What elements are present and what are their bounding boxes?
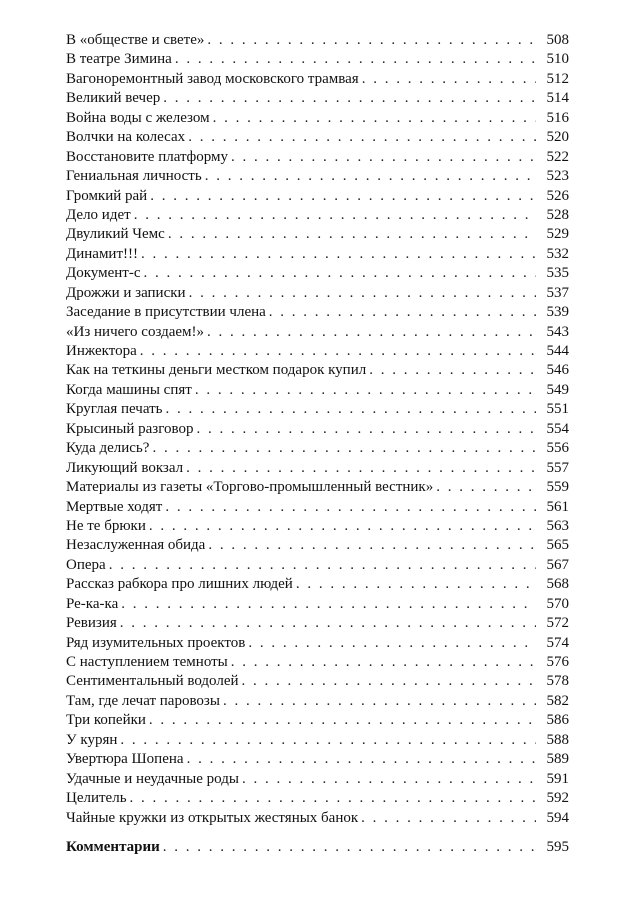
toc-entry-page: 568 <box>536 575 569 594</box>
dot-leader <box>130 789 536 808</box>
toc-entry[interactable] <box>66 692 569 711</box>
toc-entry[interactable] <box>66 672 569 691</box>
dot-leader <box>175 50 536 69</box>
toc-entry-page: 582 <box>536 692 569 711</box>
toc-entry-page: 557 <box>536 459 569 478</box>
dot-leader <box>165 498 536 517</box>
dot-leader <box>140 342 536 361</box>
toc-entry-page: 563 <box>536 517 569 536</box>
toc-entry-title: Крысиный разговор <box>66 420 194 437</box>
toc-entry-page: 561 <box>536 498 569 517</box>
toc-entry-page: 543 <box>536 323 569 342</box>
toc-entry-title: Сентиментальный водолей <box>66 673 239 690</box>
toc-entry-title: Инжектора <box>66 343 137 359</box>
toc-entry[interactable] <box>66 303 569 322</box>
toc-entry[interactable] <box>66 50 569 69</box>
dot-leader <box>361 809 536 828</box>
toc-entry[interactable] <box>66 731 569 750</box>
toc-entry[interactable] <box>66 711 569 730</box>
toc-entry-page: 510 <box>536 50 569 69</box>
toc-entry-title: Целитель <box>66 790 127 807</box>
toc-entry[interactable] <box>66 420 569 439</box>
dot-leader <box>207 31 536 50</box>
toc-entry[interactable] <box>66 809 569 828</box>
dot-leader <box>436 478 536 497</box>
toc-entry-title: Динамит!!! <box>66 245 139 262</box>
dot-leader <box>362 70 536 89</box>
dot-leader <box>207 323 536 342</box>
toc-entry[interactable] <box>66 245 569 264</box>
toc-entry-title: Великий вечер <box>66 90 161 107</box>
toc-entry[interactable] <box>66 536 569 555</box>
toc-entry-title: Дрожжи и записки <box>66 284 186 301</box>
dot-leader <box>141 245 536 264</box>
toc-entry[interactable] <box>66 167 569 186</box>
toc-entry[interactable] <box>66 187 569 206</box>
toc-entry-title: Материалы из газеты «Торгово-промышленный вестник» <box>66 479 434 496</box>
dot-leader <box>144 264 537 283</box>
toc-entry[interactable] <box>66 225 569 244</box>
dot-leader <box>166 400 536 419</box>
dot-leader <box>369 361 536 380</box>
toc-entry-title: Как на теткины деньги местком подарок купил <box>66 362 367 379</box>
toc-entry-title: Чайные кружки из открытых жестяных банок <box>66 809 359 826</box>
toc-entry-page: 589 <box>536 750 569 769</box>
dot-leader <box>188 128 536 147</box>
toc-comments-page: 595 <box>536 838 569 857</box>
toc-entry-page: 512 <box>536 70 569 89</box>
dot-leader <box>248 634 536 653</box>
dot-leader <box>150 187 536 206</box>
toc-entry-page: 532 <box>536 245 569 264</box>
dot-leader <box>120 614 536 633</box>
toc-entry-page: 572 <box>536 614 569 633</box>
toc-entry[interactable] <box>66 31 569 50</box>
toc-entry-page: 539 <box>536 303 569 322</box>
toc-entry-title: Круглая печать <box>66 401 163 418</box>
toc-entry-comments[interactable] <box>66 838 569 857</box>
toc-entry-title: У курян <box>66 731 118 748</box>
toc-entry-title: Война воды с железом <box>66 109 210 126</box>
toc-entry-page: 514 <box>536 89 569 108</box>
toc-entry[interactable] <box>66 653 569 672</box>
toc-entry-page: 554 <box>536 420 569 439</box>
dot-leader <box>168 225 536 244</box>
toc-entry-title: Куда делись? <box>66 440 150 457</box>
toc-entry[interactable] <box>66 342 569 361</box>
toc-entry[interactable] <box>66 284 569 303</box>
toc-entry[interactable] <box>66 109 569 128</box>
toc-entry-title: Мертвые ходят <box>66 498 163 515</box>
dot-leader <box>163 838 536 857</box>
toc-entry-title: Рассказ рабкора про лишних людей <box>66 576 293 593</box>
toc-entry-title: Двуликий Чемс <box>66 226 165 243</box>
dot-leader <box>187 750 536 769</box>
toc-entry-page: 549 <box>536 381 569 400</box>
toc-entry[interactable] <box>66 634 569 653</box>
toc-entry-title: Ликующий вокзал <box>66 459 184 476</box>
toc-entry-page: 570 <box>536 595 569 614</box>
toc-entry[interactable] <box>66 478 569 497</box>
toc-entry-title: В театре Зимина <box>66 51 172 68</box>
toc-entry-page: 544 <box>536 342 569 361</box>
toc-entry[interactable] <box>66 361 569 380</box>
toc-entry-title: Три копейки <box>66 712 146 729</box>
dot-leader <box>213 109 536 128</box>
toc-entry-page: 594 <box>536 809 569 828</box>
toc-entry-page: 559 <box>536 478 569 497</box>
toc-entry[interactable] <box>66 789 569 808</box>
dot-leader <box>242 672 536 691</box>
toc-entry-page: 588 <box>536 731 569 750</box>
toc-entry-page: 526 <box>536 187 569 206</box>
toc-entry[interactable] <box>66 323 569 342</box>
toc-entry-title: Восстановите платформу <box>66 148 229 165</box>
toc-entry-title: С наступлением темноты <box>66 654 228 670</box>
toc-entry[interactable] <box>66 264 569 283</box>
dot-leader <box>152 439 536 458</box>
toc-entry[interactable] <box>66 498 569 517</box>
dot-leader <box>242 770 536 789</box>
dot-leader <box>231 148 536 167</box>
dot-leader <box>189 284 536 303</box>
toc-entry-title: Там, где лечат паровозы <box>66 692 220 709</box>
dot-leader <box>120 731 536 750</box>
dot-leader <box>223 692 536 711</box>
dot-leader <box>134 206 536 225</box>
dot-leader <box>121 595 536 614</box>
dot-leader <box>208 536 536 555</box>
toc-entry-page: 586 <box>536 711 569 730</box>
toc-entry-page: 578 <box>536 672 569 691</box>
toc-entry[interactable] <box>66 595 569 614</box>
toc-entry-title: Удачные и неудачные роды <box>66 770 239 787</box>
toc-entry-title: Дело идет <box>66 206 131 223</box>
dot-leader <box>197 420 537 439</box>
toc-entry-page: 567 <box>536 556 569 575</box>
toc-entry-title: Не те брюки <box>66 517 146 534</box>
toc-entry-page: 520 <box>536 128 569 147</box>
toc-entry[interactable] <box>66 750 569 769</box>
toc-comments-title: Комментарии <box>66 838 160 855</box>
dot-leader <box>186 459 536 478</box>
toc-entry-title: Когда машины спят <box>66 381 192 398</box>
toc-entry-page: 528 <box>536 206 569 225</box>
toc-entry-title: Громкий рай <box>66 187 148 204</box>
toc-entry[interactable] <box>66 89 569 108</box>
toc-entry[interactable] <box>66 206 569 225</box>
toc-entry-page: 574 <box>536 634 569 653</box>
toc-entry-page: 523 <box>536 167 569 186</box>
toc-entry[interactable] <box>66 575 569 594</box>
toc-entry-page: 551 <box>536 400 569 419</box>
toc-entry-page: 591 <box>536 770 569 789</box>
toc-entry-page: 516 <box>536 109 569 128</box>
toc-entry-title: «Из ничего создаем!» <box>66 323 205 340</box>
dot-leader <box>269 303 536 322</box>
toc-entry[interactable] <box>66 517 569 536</box>
toc-entry-title: В «обществе и свете» <box>66 32 205 48</box>
toc-entry[interactable] <box>66 381 569 400</box>
toc-entry[interactable] <box>66 70 569 89</box>
toc-entry-page: 537 <box>536 284 569 303</box>
toc-entry[interactable] <box>66 400 569 419</box>
toc-entry-page: 508 <box>536 31 569 50</box>
toc-entry-page: 522 <box>536 148 569 167</box>
toc-entry-title: Вагоноремонтный завод московского трамвая <box>66 70 359 87</box>
dot-leader <box>195 381 536 400</box>
toc-entry-page: 592 <box>536 789 569 808</box>
dot-leader <box>109 556 536 575</box>
toc-entry[interactable] <box>66 148 569 167</box>
toc-entry-page: 576 <box>536 653 569 672</box>
dot-leader <box>149 517 536 536</box>
toc-entry-title: Увертюра Шопена <box>66 751 184 768</box>
dot-leader <box>231 653 536 672</box>
dot-leader <box>163 89 536 108</box>
dot-leader <box>205 167 536 186</box>
toc-entry-page: 556 <box>536 439 569 458</box>
toc-entry-page: 535 <box>536 264 569 283</box>
table-of-contents <box>66 31 569 857</box>
toc-entry[interactable] <box>66 770 569 789</box>
toc-entry-title: Волчки на колесах <box>66 129 186 146</box>
toc-entry-title: Опера <box>66 556 106 573</box>
toc-entry-page: 546 <box>536 361 569 380</box>
toc-entry-title: Заседание в присутствии члена <box>66 304 266 321</box>
dot-leader <box>149 711 536 730</box>
toc-entry[interactable] <box>66 128 569 147</box>
dot-leader <box>296 575 536 594</box>
toc-entry[interactable] <box>66 459 569 478</box>
toc-entry-title: Гениальная личность <box>66 168 202 185</box>
toc-entry-title: Ре-ка-ка <box>66 595 119 612</box>
toc-entry[interactable] <box>66 556 569 575</box>
toc-entry[interactable] <box>66 439 569 458</box>
toc-entry-title: Ревизия <box>66 615 117 632</box>
toc-entry-title: Ряд изумительных проектов <box>66 634 246 651</box>
toc-entry-page: 529 <box>536 225 569 244</box>
toc-entry-page: 565 <box>536 536 569 555</box>
toc-entry-title: Документ-с <box>66 265 141 282</box>
toc-entry-title: Незаслуженная обида <box>66 537 206 554</box>
toc-entry[interactable] <box>66 614 569 633</box>
